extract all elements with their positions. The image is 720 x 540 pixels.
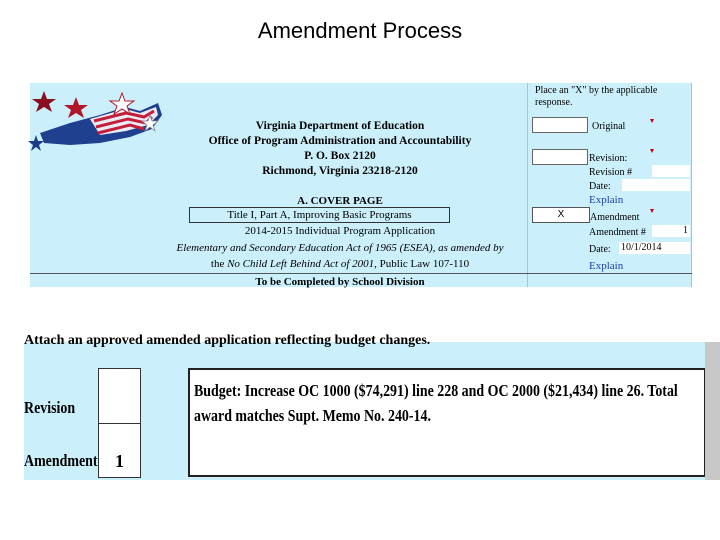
- comment-marker-icon: [650, 119, 654, 123]
- act-line-2-prefix: the: [210, 258, 228, 270]
- section-divider: [30, 273, 692, 274]
- budget-explanation-text: Budget: Increase OC 1000 ($74,291) line 228 and OC 2000 ($21,434) line 26. Total award matches Supt. Memo No. 240-14.: [194, 381, 678, 425]
- revision-label: Revision:: [589, 153, 628, 164]
- amendment-date-label: Date:: [589, 244, 611, 255]
- amendment-detail-panel: [24, 333, 706, 480]
- amendment-number-label: Amendment #: [589, 227, 646, 238]
- office-name: Office of Program Administration and Accountability: [208, 135, 472, 147]
- selection-boxes: [98, 368, 141, 478]
- school-division-heading: To be Completed by School Division: [255, 276, 425, 288]
- original-checkbox[interactable]: [532, 117, 588, 133]
- city-zip: Richmond, Virginia 23218-2120: [262, 165, 418, 177]
- comment-marker-icon: [650, 149, 654, 153]
- amendment-label: Amendment: [590, 212, 640, 223]
- instruction-line-1: Place an "X" by the applicable: [535, 85, 658, 96]
- revision-number-field[interactable]: [652, 165, 690, 177]
- slide-title: Amendment Process: [257, 18, 463, 43]
- box-divider: [99, 423, 140, 424]
- amendment-date-field[interactable]: 10/1/2014: [619, 242, 690, 254]
- po-box: P. O. Box 2120: [304, 150, 376, 162]
- agency-name: Virginia Department of Education: [255, 120, 425, 132]
- amendment-checkbox[interactable]: X: [532, 207, 590, 223]
- cover-page-form: [30, 83, 692, 287]
- column-divider: [527, 83, 528, 287]
- original-label: Original: [592, 121, 626, 132]
- virginia-logo-icon: [30, 85, 170, 157]
- act-line-1: Elementary and Secondary Education Act of 1965 (ESEA), as amended by: [176, 242, 504, 254]
- explain-link-revision[interactable]: Explain: [589, 194, 624, 206]
- revision-date-label: Date:: [589, 181, 611, 192]
- budget-explanation-box[interactable]: [188, 368, 706, 477]
- act-line-2: [170, 258, 510, 271]
- application-year: 2014-2015 Individual Program Application: [244, 225, 436, 237]
- revision-date-field[interactable]: [622, 179, 690, 191]
- act-line-2-suffix: , Public Law 107-110: [374, 258, 470, 270]
- cut-off-instruction: Attach an approved amended application reflecting budget changes.: [24, 333, 431, 348]
- revision-label-large: Revision: [24, 398, 76, 417]
- instruction-line-2: response.: [535, 97, 573, 108]
- revision-number-label: Revision #: [589, 167, 633, 178]
- revision-checkbox[interactable]: [532, 149, 588, 165]
- amendment-label-large: Amendment: [24, 451, 98, 470]
- scrollbar[interactable]: [705, 342, 720, 480]
- cover-page-heading: A. COVER PAGE: [297, 195, 383, 207]
- right-border: [691, 83, 692, 287]
- amendment-number-field[interactable]: 1: [652, 225, 690, 237]
- program-title-box: Title I, Part A, Improving Basic Programs: [189, 207, 450, 223]
- explain-link-amendment[interactable]: Explain: [589, 260, 624, 272]
- act-line-2-italic: No Child Left Behind Act of 2001: [227, 258, 375, 270]
- amendment-number-value[interactable]: 1: [115, 451, 124, 471]
- comment-marker-icon: [650, 209, 654, 213]
